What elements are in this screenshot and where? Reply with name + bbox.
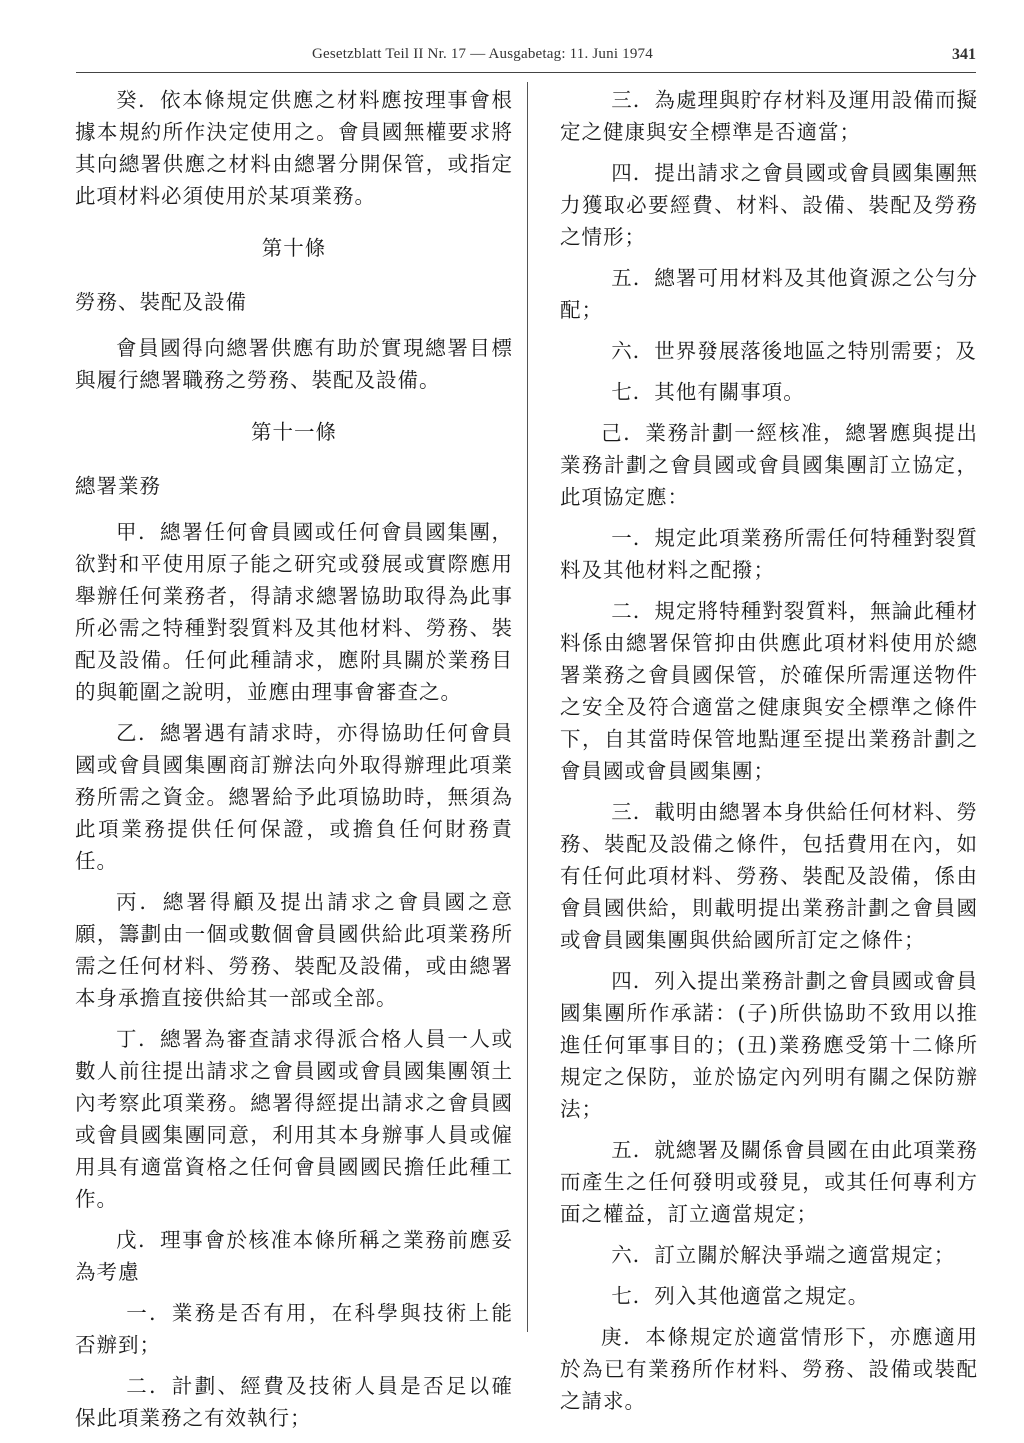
article-11-heading: 第十一條 <box>251 420 337 444</box>
paragraph-ji: 己．業務計劃一經核准，總署應與提出業務計劃之會員國或會員國集團訂立協定，此項協定應： <box>560 421 978 509</box>
paragraph-wu: 戊．理事會於核准本條所稱之業務前應妥為考慮 <box>75 1228 513 1284</box>
list-item: 六．世界發展落後地區之特別需要；及 <box>611 339 977 363</box>
paragraph-jia: 甲．總署任何會員國或任何會員國集團，欲對和平使用原子能之研究或發展或實際應用舉辦任何業務者，得請求總署協助取得為此事所必需之特種對裂質料及其他材料、勞務、裝配及設備。任何此種請求，應附具關於業務目的與範圍之說明，並應由理事會審查之。 <box>75 520 513 704</box>
list-item: 四．列入提出業務計劃之會員國或會員國集團所作承諾：(子)所供協助不致用以推進任何軍事目的；(丑)業務應受第十二條所規定之保防，並於協定內列明有關之保防辦法； <box>560 969 978 1121</box>
page-number: 341 <box>952 46 976 63</box>
paragraph-gui: 癸．依本條規定供應之材料應按理事會根據本規約所作決定使用之。會員國無權要求將其向總署供應之材料由總署分開保管，或指定此項材料必須使用於某項業務。 <box>75 88 513 208</box>
left-column <box>75 84 513 1443</box>
list-item: 二．規定將特種對裂質料，無論此種材料係由總署保管抑由供應此項材料使用於總署業務之會員國保管，於確保所需運送物件之安全及符合適當之健康與安全標準之條件下，自其當時保管地點運至提出業務計劃之會員國或會員國集團； <box>560 599 978 783</box>
article-10-subject: 勞務、裝配及設備 <box>75 290 247 314</box>
list-item: 三．載明由總署本身供給任何材料、勞務、裝配及設備之條件，包括費用在內，如有任何此項材料、勞務、裝配及設備，係由會員國供給，則載明提出業務計劃之會員國或會員國集團與供給國所訂定之條件； <box>560 800 978 952</box>
right-column <box>560 84 978 1426</box>
gazette-title: Gesetzblatt Teil II Nr. 17 — Ausgabetag: 11. Juni 1974 <box>312 46 653 62</box>
list-item: 四．提出請求之會員國或會員國集團無力獲取必要經費、材料、設備、裝配及勞務之情形； <box>560 161 978 249</box>
list-item: 三．為處理與貯存材料及運用設備而擬定之健康與安全標準是否適當； <box>560 88 978 144</box>
list-item: 一．規定此項業務所需任何特種對裂質料及其他材料之配撥； <box>560 526 978 582</box>
article-10-heading: 第十條 <box>261 236 327 260</box>
list-item: 七．其他有關事項。 <box>611 380 805 404</box>
list-item: 七．列入其他適當之規定。 <box>611 1284 870 1308</box>
paragraph-yi: 乙．總署遇有請求時，亦得協助任何會員國或會員國集團商訂辦法向外取得辦理此項業務所需之資金。總署給予此項協助時，無須為此項業務提供任何保證，或擔負任何財務責任。 <box>75 721 513 873</box>
paragraph-ding: 丁．總署為審查請求得派合格人員一人或數人前往提出請求之會員國或會員國集團領土內考察此項業務。總署得經提出請求之會員國或會員國集團同意，利用其本身辦事人員或僱用具有適當資格之任何會員國國民擔任此種工作。 <box>75 1027 513 1211</box>
list-item: 六．訂立關於解決爭端之適當規定； <box>611 1243 956 1267</box>
page-header <box>76 46 976 72</box>
header-rule <box>76 72 976 73</box>
list-item: 五．就總署及關係會員國在由此項業務而產生之任何發明或發見，或其任何專利方面之權益，訂立適當規定； <box>560 1138 978 1226</box>
list-item: 五．總署可用材料及其他資源之公勻分配； <box>560 266 978 322</box>
column-divider <box>527 82 528 1332</box>
list-item: 二．計劃、經費及技術人員是否足以確保此項業務之有效執行； <box>75 1374 513 1430</box>
article-11-subject: 總署業務 <box>75 474 161 498</box>
paragraph-geng: 庚．本條規定於適當情形下，亦應適用於為已有業務所作材料、勞務、設備或裝配之請求。 <box>560 1325 978 1413</box>
paragraph-bing: 丙．總署得顧及提出請求之會員國之意願，籌劃由一個或數個會員國供給此項業務所需之任何材料、勞務、裝配及設備，或由總署本身承擔直接供給其一部或全部。 <box>75 890 513 1010</box>
article-10-body: 會員國得向總署供應有助於實現總署目標與履行總署職務之勞務、裝配及設備。 <box>75 336 513 392</box>
list-item: 一．業務是否有用，在科學與技術上能否辦到； <box>75 1301 513 1357</box>
